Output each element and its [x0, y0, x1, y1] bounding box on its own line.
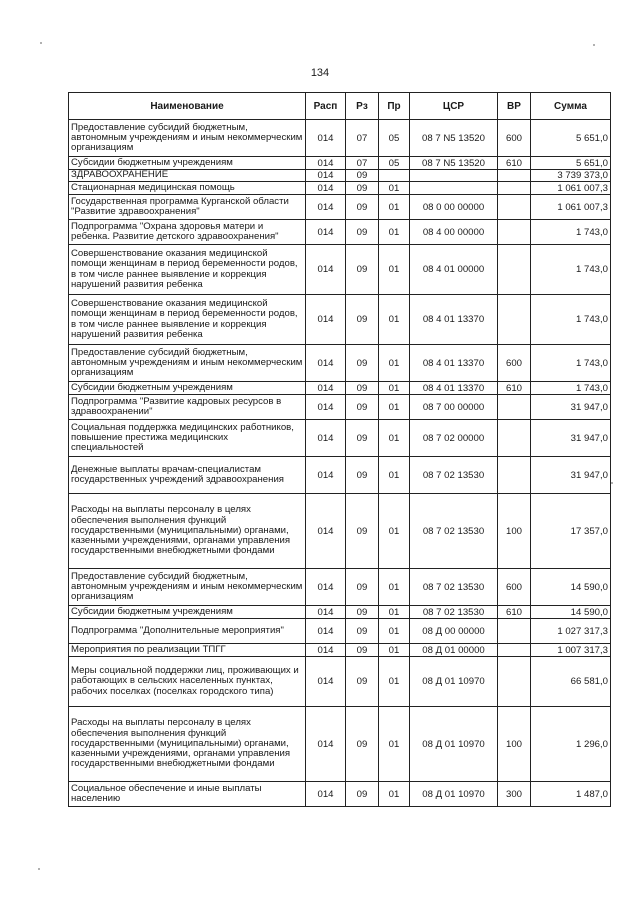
cell-vr: [498, 195, 531, 220]
scan-speck: [611, 482, 613, 484]
cell-rz: 09: [346, 220, 379, 245]
cell-sum: 1 007 317,3: [531, 644, 611, 657]
cell-sum: 31 947,0: [531, 420, 611, 457]
cell-pr: 01: [379, 644, 410, 657]
table-row: [69, 382, 611, 395]
cell-sum: 1 743,0: [531, 295, 611, 345]
cell-csr: 08 7 02 13530: [410, 494, 498, 569]
cell-rz: 09: [346, 245, 379, 295]
cell-sum: 1 743,0: [531, 382, 611, 395]
cell-rasp: 014: [306, 295, 346, 345]
cell-csr: 08 4 01 00000: [410, 245, 498, 295]
cell-rz: 09: [346, 382, 379, 395]
cell-name: Расходы на выплаты персоналу в целях обеспечения выполнения функций государственными (муниципальными) органами, казенными учреждениями, органами управления государственными внебюджетными фондами: [69, 707, 306, 782]
cell-rz: 09: [346, 182, 379, 195]
cell-pr: 01: [379, 245, 410, 295]
cell-rasp: 014: [306, 707, 346, 782]
cell-name: Подпрограмма "Развитие кадровых ресурсов в здравоохранении": [69, 395, 306, 420]
cell-rasp: 014: [306, 382, 346, 395]
cell-vr: 100: [498, 494, 531, 569]
cell-name: Совершенствование оказания медицинской помощи женщинам в период беременности родов, в том числе раннее выявление и коррекция нарушений развития ребенка: [69, 295, 306, 345]
cell-pr: 01: [379, 569, 410, 606]
cell-csr: 08 4 01 13370: [410, 295, 498, 345]
cell-csr: 08 4 00 00000: [410, 220, 498, 245]
page-number: 134: [310, 67, 330, 79]
cell-pr: 05: [379, 120, 410, 157]
cell-pr: 01: [379, 182, 410, 195]
header-pr: Пр: [379, 93, 410, 120]
cell-csr: 08 Д 01 00000: [410, 644, 498, 657]
cell-rasp: 014: [306, 157, 346, 170]
cell-pr: 01: [379, 382, 410, 395]
cell-rasp: 014: [306, 420, 346, 457]
cell-sum: 1 296,0: [531, 707, 611, 782]
cell-pr: 01: [379, 395, 410, 420]
cell-rasp: 014: [306, 245, 346, 295]
cell-vr: [498, 457, 531, 494]
cell-sum: 1 027 317,3: [531, 619, 611, 644]
table-row: [69, 707, 611, 782]
cell-rz: 09: [346, 606, 379, 619]
cell-name: Субсидии бюджетным учреждениям: [69, 382, 306, 395]
cell-sum: 1 487,0: [531, 782, 611, 807]
cell-rz: 09: [346, 395, 379, 420]
header-vr: ВР: [498, 93, 531, 120]
cell-name: Стационарная медицинская помощь: [69, 182, 306, 195]
cell-csr: 08 7 00 00000: [410, 395, 498, 420]
cell-csr: [410, 170, 498, 182]
cell-name: Меры социальной поддержки лиц, проживающих и работающих в сельских населенных пунктах, рабочих поселках (поселках городского типа): [69, 657, 306, 707]
cell-pr: 01: [379, 220, 410, 245]
table-row: [69, 295, 611, 345]
table-row: [69, 195, 611, 220]
header-csr: ЦСР: [410, 93, 498, 120]
cell-name: Субсидии бюджетным учреждениям: [69, 606, 306, 619]
cell-vr: 610: [498, 382, 531, 395]
cell-vr: 610: [498, 157, 531, 170]
cell-sum: 14 590,0: [531, 569, 611, 606]
cell-csr: 08 7 N5 13520: [410, 120, 498, 157]
cell-rz: 09: [346, 295, 379, 345]
cell-rasp: 014: [306, 220, 346, 245]
cell-name: ЗДРАВООХРАНЕНИЕ: [69, 170, 306, 182]
cell-vr: [498, 644, 531, 657]
cell-csr: [410, 182, 498, 195]
cell-rz: 09: [346, 644, 379, 657]
cell-rasp: 014: [306, 120, 346, 157]
header-rz: Рз: [346, 93, 379, 120]
cell-csr: 08 7 02 13530: [410, 569, 498, 606]
cell-pr: 05: [379, 157, 410, 170]
cell-rz: 09: [346, 345, 379, 382]
table-row: [69, 157, 611, 170]
table-row: [69, 606, 611, 619]
cell-pr: [379, 170, 410, 182]
cell-rz: 09: [346, 420, 379, 457]
cell-rasp: 014: [306, 619, 346, 644]
cell-sum: 3 739 373,0: [531, 170, 611, 182]
cell-rz: 07: [346, 120, 379, 157]
cell-csr: 08 7 02 00000: [410, 420, 498, 457]
cell-name: Подпрограмма "Дополнительные мероприятия": [69, 619, 306, 644]
cell-name: Предоставление субсидий бюджетным, автономным учреждениям и иным некоммерческим организациям: [69, 345, 306, 382]
cell-vr: 100: [498, 707, 531, 782]
cell-csr: 08 7 N5 13520: [410, 157, 498, 170]
budget-table: [68, 92, 611, 807]
cell-vr: [498, 170, 531, 182]
cell-sum: 1 061 007,3: [531, 182, 611, 195]
table-row: [69, 420, 611, 457]
cell-vr: 300: [498, 782, 531, 807]
cell-sum: 14 590,0: [531, 606, 611, 619]
cell-csr: 08 Д 01 10970: [410, 782, 498, 807]
cell-sum: 1 743,0: [531, 245, 611, 295]
cell-sum: 1 061 007,3: [531, 195, 611, 220]
cell-rz: 09: [346, 707, 379, 782]
cell-vr: 600: [498, 569, 531, 606]
cell-pr: 01: [379, 606, 410, 619]
cell-name: Социальное обеспечение и иные выплаты населению: [69, 782, 306, 807]
cell-vr: [498, 657, 531, 707]
cell-rasp: 014: [306, 195, 346, 220]
cell-vr: 600: [498, 120, 531, 157]
cell-rasp: 014: [306, 606, 346, 619]
header-rasp: Расп: [306, 93, 346, 120]
cell-name: Денежные выплаты врачам-специалистам государственных учреждений здравоохранения: [69, 457, 306, 494]
cell-rz: 09: [346, 657, 379, 707]
cell-csr: 08 4 01 13370: [410, 382, 498, 395]
cell-rasp: 014: [306, 182, 346, 195]
cell-sum: 66 581,0: [531, 657, 611, 707]
cell-rz: 09: [346, 619, 379, 644]
cell-name: Предоставление субсидий бюджетным, автономным учреждениям и иным некоммерческим организациям: [69, 569, 306, 606]
cell-csr: 08 7 02 13530: [410, 606, 498, 619]
cell-rz: 09: [346, 782, 379, 807]
cell-rz: 09: [346, 195, 379, 220]
cell-vr: [498, 295, 531, 345]
table-row: [69, 494, 611, 569]
cell-vr: 600: [498, 345, 531, 382]
table-row: [69, 619, 611, 644]
cell-name: Мероприятия по реализации ТПГГ: [69, 644, 306, 657]
cell-vr: [498, 220, 531, 245]
table-row: [69, 220, 611, 245]
cell-sum: 1 743,0: [531, 220, 611, 245]
cell-rz: 09: [346, 569, 379, 606]
cell-sum: 1 743,0: [531, 345, 611, 382]
cell-csr: 08 Д 01 10970: [410, 657, 498, 707]
table-row: [69, 569, 611, 606]
cell-pr: 01: [379, 457, 410, 494]
scan-speck: [593, 44, 595, 46]
table-row: [69, 457, 611, 494]
cell-sum: 5 651,0: [531, 157, 611, 170]
cell-name: Субсидии бюджетным учреждениям: [69, 157, 306, 170]
header-name: Наименование: [69, 93, 306, 120]
cell-name: Государственная программа Курганской области "Развитие здравоохранения": [69, 195, 306, 220]
cell-name: Расходы на выплаты персоналу в целях обеспечения выполнения функций государственными (муниципальными) органами, казенными учреждениями, органами управления государственными внебюджетными фондами: [69, 494, 306, 569]
cell-vr: [498, 245, 531, 295]
table-row: [69, 345, 611, 382]
cell-rz: 09: [346, 494, 379, 569]
cell-rasp: 014: [306, 395, 346, 420]
cell-sum: 31 947,0: [531, 395, 611, 420]
cell-pr: 01: [379, 782, 410, 807]
cell-rasp: 014: [306, 345, 346, 382]
cell-rasp: 014: [306, 644, 346, 657]
cell-name: Социальная поддержка медицинских работников, повышение престижа медицинских специальностей: [69, 420, 306, 457]
cell-pr: 01: [379, 494, 410, 569]
cell-sum: 17 357,0: [531, 494, 611, 569]
cell-rasp: 014: [306, 494, 346, 569]
cell-csr: 08 Д 00 00000: [410, 619, 498, 644]
cell-rasp: 014: [306, 457, 346, 494]
cell-rasp: 014: [306, 569, 346, 606]
cell-name: Предоставление субсидий бюджетным, автономным учреждениям и иным некоммерческим организациям: [69, 120, 306, 157]
table-header-row: [69, 93, 611, 120]
cell-rz: 09: [346, 457, 379, 494]
table-row: [69, 245, 611, 295]
cell-vr: [498, 182, 531, 195]
cell-name: Совершенствование оказания медицинской помощи женщинам в период беременности родов, в том числе раннее выявление и коррекция нарушений развития ребенка: [69, 245, 306, 295]
cell-csr: 08 7 02 13530: [410, 457, 498, 494]
table-row: [69, 170, 611, 182]
scan-speck: [38, 868, 40, 870]
table-row: [69, 782, 611, 807]
cell-pr: 01: [379, 420, 410, 457]
cell-pr: 01: [379, 345, 410, 382]
cell-vr: [498, 619, 531, 644]
cell-name: Подпрограмма "Охрана здоровья матери и ребенка. Развитие детского здравоохранения": [69, 220, 306, 245]
cell-rasp: 014: [306, 170, 346, 182]
cell-csr: 08 4 01 13370: [410, 345, 498, 382]
cell-rz: 07: [346, 157, 379, 170]
header-sum: Сумма: [531, 93, 611, 120]
table-row: [69, 395, 611, 420]
cell-pr: 01: [379, 195, 410, 220]
cell-vr: [498, 395, 531, 420]
cell-rasp: 014: [306, 657, 346, 707]
cell-pr: 01: [379, 707, 410, 782]
table-row: [69, 182, 611, 195]
cell-sum: 5 651,0: [531, 120, 611, 157]
cell-pr: 01: [379, 619, 410, 644]
cell-rz: 09: [346, 170, 379, 182]
table-row: [69, 657, 611, 707]
cell-csr: 08 0 00 00000: [410, 195, 498, 220]
table-row: [69, 644, 611, 657]
cell-sum: 31 947,0: [531, 457, 611, 494]
cell-vr: 610: [498, 606, 531, 619]
cell-pr: 01: [379, 657, 410, 707]
cell-vr: [498, 420, 531, 457]
cell-pr: 01: [379, 295, 410, 345]
table-row: [69, 120, 611, 157]
cell-rasp: 014: [306, 782, 346, 807]
scan-speck: [40, 42, 42, 44]
cell-csr: 08 Д 01 10970: [410, 707, 498, 782]
table-body: [69, 120, 611, 807]
